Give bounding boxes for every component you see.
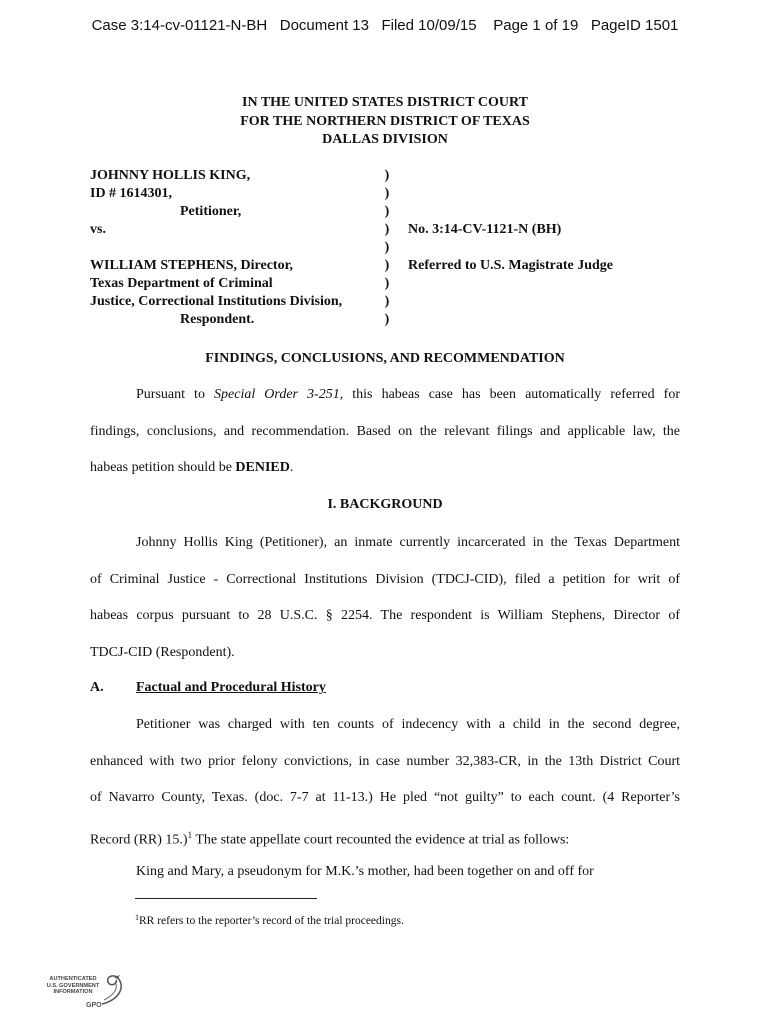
filed-date: Filed 10/09/15 xyxy=(381,17,477,34)
text-line: King and Mary, a pseudonym for M.K.’s mother, had been together on and off for xyxy=(136,864,594,879)
intro-paragraph xyxy=(90,377,680,487)
quote-paragraph xyxy=(90,854,680,891)
page-count: Page 1 of 19 xyxy=(493,17,579,34)
subsection-letter: A. xyxy=(90,680,104,695)
text-line: Petitioner was charged with ten counts of indecency with a child in the second degree, xyxy=(136,717,680,732)
gpo-abbreviation: GPO xyxy=(86,1002,102,1009)
special-order-citation: Special Order 3-251 xyxy=(214,387,340,402)
docket-number: No. 3:14-CV-1121-N (BH) xyxy=(408,222,562,237)
court-line-1: IN THE UNITED STATES DISTRICT COURT xyxy=(242,95,528,110)
text-line: Johnny Hollis King (Petitioner), an inmate currently incarcerated in the Texas Department xyxy=(136,535,680,550)
text-line: habeas petition should be DENIED. xyxy=(90,460,294,476)
respondent-department: Texas Department of Criminal xyxy=(90,276,273,291)
filing-header xyxy=(0,17,770,34)
caption-paren: ) xyxy=(384,168,390,183)
text-line: of Navarro County, Texas. (doc. 7-7 at 11-13.) He pled “not guilty” to each count. (4 Reporter’s xyxy=(90,790,680,806)
document-number: Document 13 xyxy=(279,17,369,34)
text-line: TDCJ-CID (Respondent). xyxy=(90,644,235,660)
disposition: DENIED xyxy=(235,460,290,476)
footnote-text: RR refers to the reporter’s record of the trial proceedings. xyxy=(139,915,404,927)
page-id: PageID 1501 xyxy=(590,17,679,34)
case-number-header: Case 3:14-cv-01121-N-BH xyxy=(91,17,268,34)
text-line: Record (RR) 15.)$^1$ The state appellate court recounted the evidence at trial as follows: xyxy=(90,829,570,848)
subsection-title: Factual and Procedural History xyxy=(136,680,326,695)
court-line-3: DALLAS DIVISION xyxy=(322,132,448,147)
caption-paren: ) xyxy=(384,240,390,255)
respondent-role: Respondent. xyxy=(180,312,255,327)
referral-note: Referred to U.S. Magistrate Judge xyxy=(408,258,614,273)
subsection-heading xyxy=(90,680,326,696)
text-line: habeas corpus pursuant to 28 U.S.C. § 2254. The respondent is William Stephens, Director of xyxy=(90,608,680,624)
petitioner-id: ID # 1614301, xyxy=(90,186,173,201)
caption-paren: ) xyxy=(384,204,390,219)
footnote-reference: 1 xyxy=(187,829,193,840)
section-heading: I. BACKGROUND xyxy=(327,497,443,512)
caption-paren: ) xyxy=(384,276,390,291)
gpo-authentication-logo xyxy=(42,974,134,1018)
petitioner-name: JOHNNY HOLLIS KING, xyxy=(90,168,251,183)
text-line: enhanced with two prior felony convictions, in case number 32,383-CR, in the 13th District Court xyxy=(90,753,680,769)
footnote-divider xyxy=(135,898,317,899)
document-title: FINDINGS, CONCLUSIONS, AND RECOMMENDATION xyxy=(205,351,565,366)
background-paragraph xyxy=(90,525,680,671)
text-line: findings, conclusions, and recommendation. Based on the relevant filings and applicable law, the xyxy=(90,423,680,439)
footnote xyxy=(135,913,404,927)
text-line: Pursuant to Special Order 3-251, this habeas case has been automatically referred for xyxy=(136,387,681,402)
text-line: of Criminal Justice - Correctional Institutions Division (TDCJ-CID), filed a petition for writ of xyxy=(90,571,680,587)
respondent-division: Justice, Correctional Institutions Division, xyxy=(90,294,343,309)
caption-paren: ) xyxy=(384,312,390,327)
petitioner-role: Petitioner, xyxy=(180,204,242,219)
respondent-name: WILLIAM STEPHENS, Director, xyxy=(90,258,294,273)
gpo-label: AUTHENTICATED U.S. GOVERNMENT INFORMATION xyxy=(46,976,100,996)
court-line-2: FOR THE NORTHERN DISTRICT OF TEXAS xyxy=(240,113,530,129)
versus: vs. xyxy=(90,222,106,237)
court-heading xyxy=(0,94,770,150)
caption-paren: ) xyxy=(384,258,390,273)
caption-paren: ) xyxy=(384,186,390,201)
caption-paren: ) xyxy=(384,222,390,237)
footnote-marker: 1 xyxy=(135,913,139,922)
caption-paren: ) xyxy=(384,294,390,309)
history-paragraph xyxy=(90,707,680,853)
